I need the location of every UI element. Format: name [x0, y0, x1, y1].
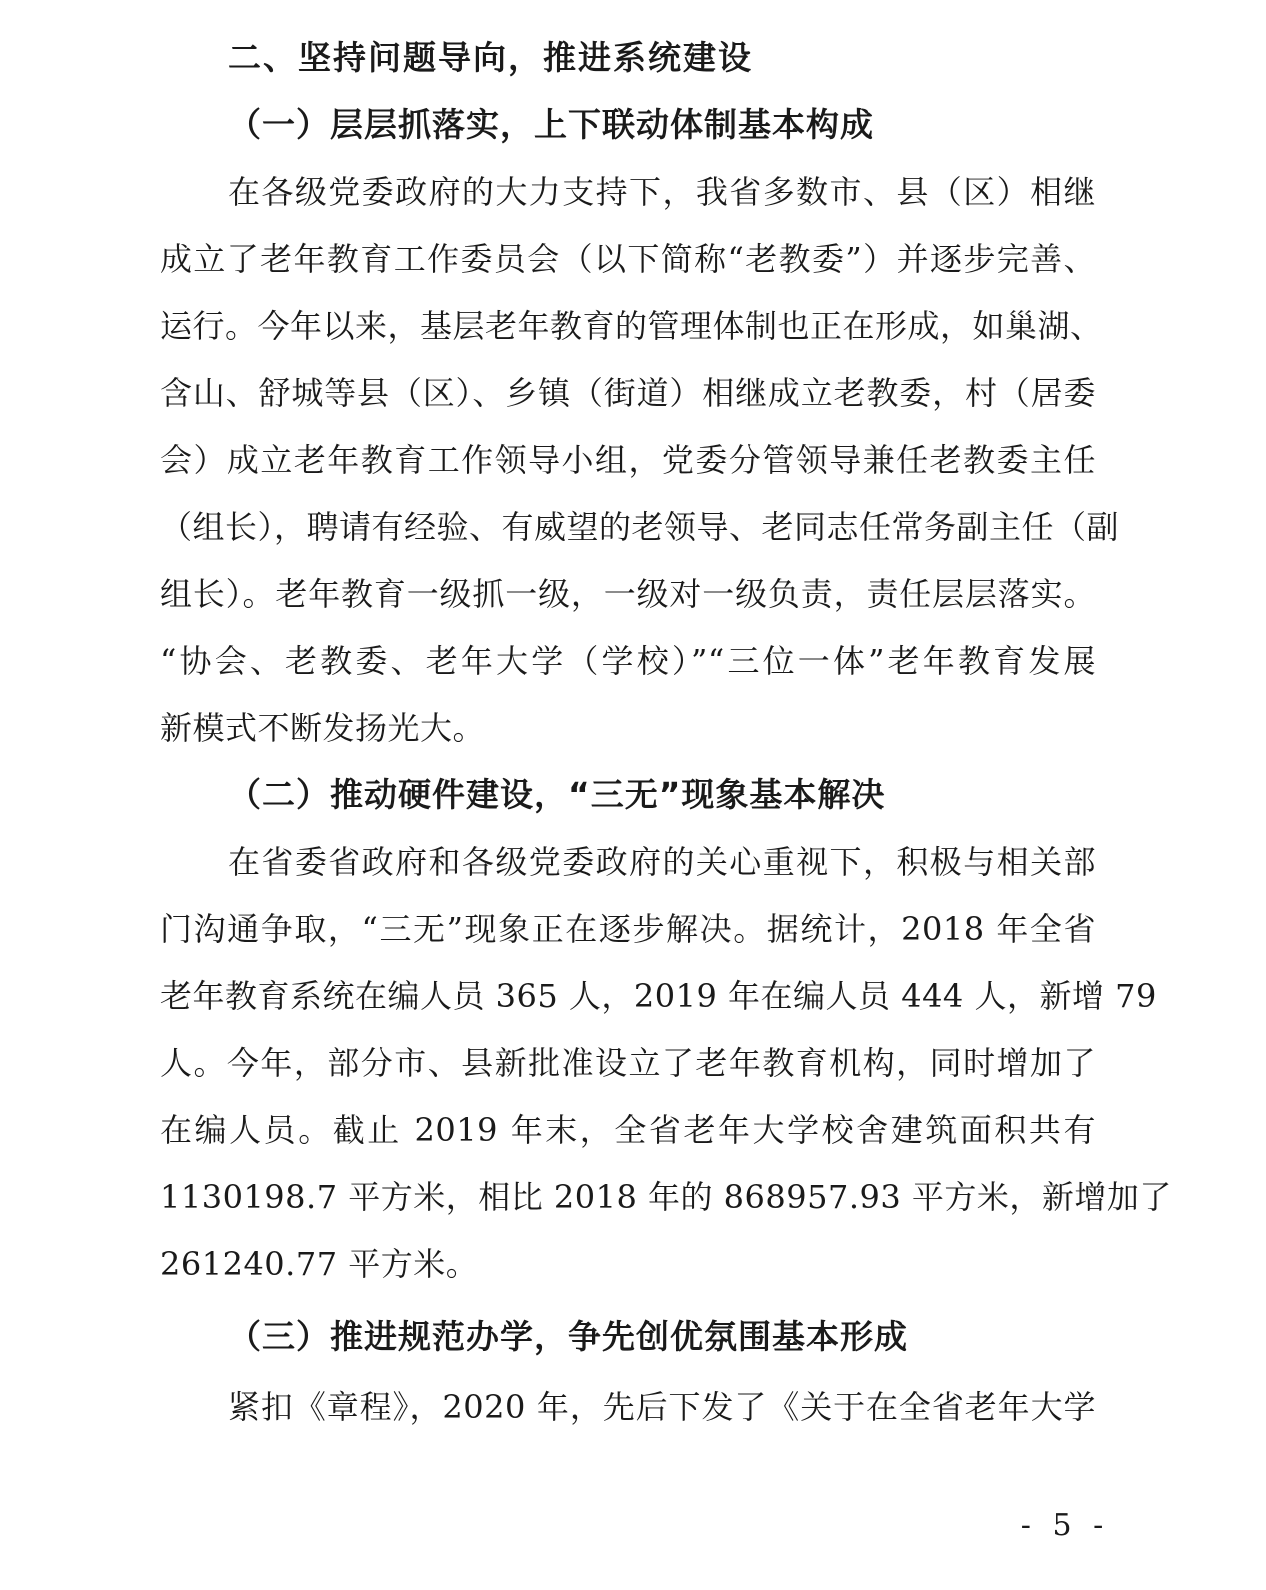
paragraph-line: 紧扣《章程》，2020 年，先后下发了《关于在全省老年大学	[228, 1388, 1096, 1426]
paragraph-line: “协会、老教委、老年大学（学校）”“三位一体”老年教育发展	[160, 642, 1096, 680]
paragraph-line: 1130198.7 平方米，相比 2018 年的 868957.93 平方米，新增加了	[160, 1178, 1172, 1216]
paragraph-line: 门沟通争取，“三无”现象正在逐步解决。据统计，2018 年全省	[160, 910, 1096, 948]
paragraph-line: 在省委省政府和各级党委政府的关心重视下，积极与相关部	[228, 843, 1096, 881]
paragraph-line: 运行。今年以来，基层老年教育的管理体制也正在形成，如巢湖、	[160, 307, 1103, 345]
subsection-heading-3: （三）推进规范办学，争先创优氛围基本形成	[228, 1317, 908, 1356]
paragraph-line: 新模式不断发扬光大。	[160, 709, 486, 747]
paragraph-line: 组长）。老年教育一级抓一级，一级对一级负责，责任层层落实。	[160, 575, 1096, 613]
paragraph-line: 成立了老年教育工作委员会（以下简称“老教委”）并逐步完善、	[160, 240, 1096, 278]
paragraph-line: 在编人员。截止 2019 年末，全省老年大学校舍建筑面积共有	[160, 1111, 1096, 1149]
paragraph-line: 人。今年，部分市、县新批准设立了老年教育机构，同时增加了	[160, 1044, 1096, 1082]
subsection-heading-2: （二）推动硬件建设，“三无”现象基本解决	[228, 775, 886, 814]
paragraph-line: （组长），聘请有经验、有威望的老领导、老同志任常务副主任（副	[160, 508, 1120, 546]
page-number: - 5 -	[1020, 1508, 1110, 1543]
subsection-heading-1: （一）层层抓落实，上下联动体制基本构成	[228, 105, 874, 144]
paragraph-line: 在各级党委政府的大力支持下，我省多数市、县（区）相继	[228, 173, 1096, 211]
paragraph-line: 含山、舒城等县（区）、乡镇（街道）相继成立老教委，村（居委	[160, 374, 1096, 412]
paragraph-line: 会）成立老年教育工作领导小组，党委分管领导兼任老教委主任	[160, 441, 1096, 479]
paragraph-line: 老年教育系统在编人员 365 人，2019 年在编人员 444 人，新增 79	[160, 977, 1157, 1015]
section-title: 二、坚持问题导向，推进系统建设	[228, 38, 753, 77]
paragraph-line: 261240.77 平方米。	[160, 1245, 479, 1283]
